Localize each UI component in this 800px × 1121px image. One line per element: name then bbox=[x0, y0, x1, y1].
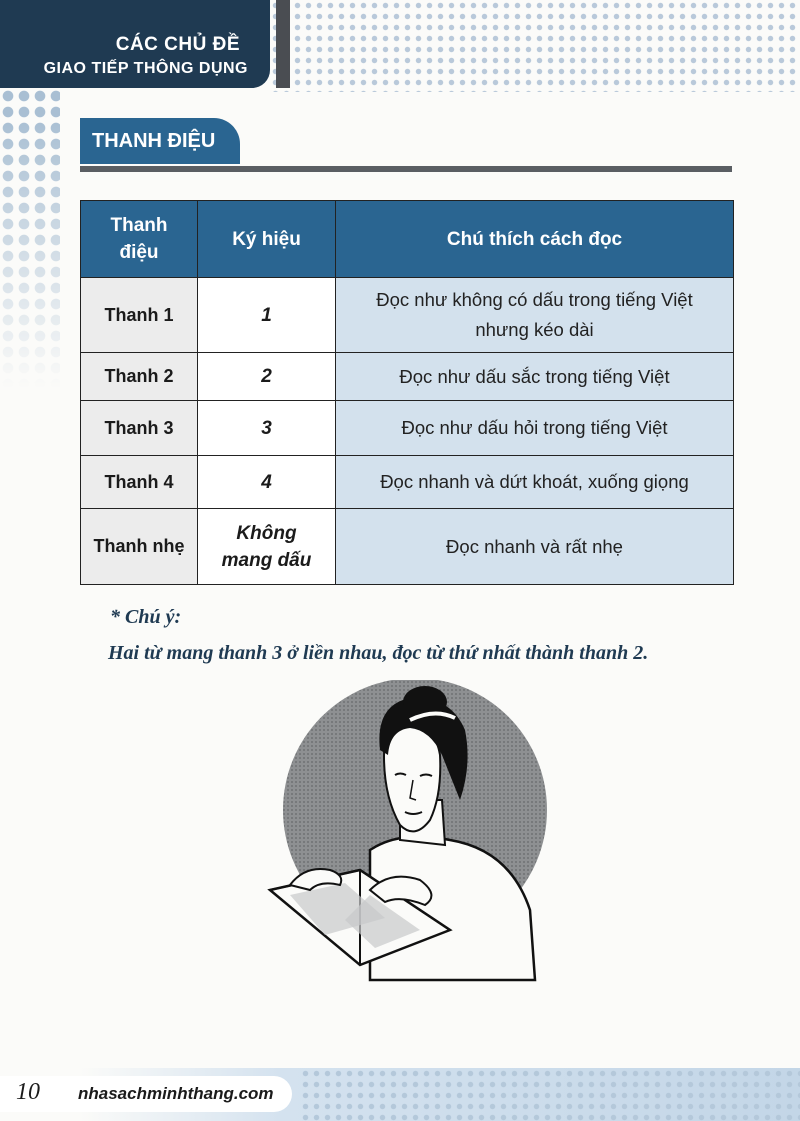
header-title-line1: CÁC CHỦ ĐỀ bbox=[115, 34, 240, 55]
note-body: Hai từ mang thanh 3 ở liền nhau, đọc từ thứ nhất thành thanh 2. bbox=[108, 642, 649, 664]
tone-table bbox=[80, 200, 734, 585]
website-link[interactable]: nhasachminhthang.com bbox=[78, 1084, 274, 1103]
section-divider bbox=[80, 166, 732, 172]
tone-note: Đọc như dấu hỏi trong tiếng Việt bbox=[336, 401, 734, 456]
tone-note: Đọc như dấu sắc trong tiếng Việt bbox=[336, 353, 734, 401]
header-symbol: Ký hiệu bbox=[198, 201, 336, 278]
header-tone: Thanh điệu bbox=[81, 201, 198, 278]
tone-name: Thanh 3 bbox=[81, 401, 198, 456]
table-row bbox=[81, 509, 734, 585]
tone-symbol: 3 bbox=[198, 401, 336, 456]
tone-symbol: 1 bbox=[198, 278, 336, 353]
table-row bbox=[81, 401, 734, 456]
tone-name: Thanh 1 bbox=[81, 278, 198, 353]
tone-symbol: 4 bbox=[198, 456, 336, 509]
footer-dot-pattern bbox=[300, 1068, 800, 1121]
tone-note: Đọc như không có dấu trong tiếng Việt nhưng kéo dài bbox=[336, 278, 734, 353]
header-note: Chú thích cách đọc bbox=[336, 201, 734, 278]
header-banner bbox=[0, 0, 270, 88]
section-title-text: THANH ĐIỆU bbox=[92, 129, 216, 152]
tone-name: Thanh 4 bbox=[81, 456, 198, 509]
table-row bbox=[81, 278, 734, 353]
tone-symbol: Không mang dấu bbox=[198, 509, 336, 585]
table-row bbox=[81, 353, 734, 401]
header-dot-pattern bbox=[270, 0, 800, 92]
note-title: * Chú ý: bbox=[110, 606, 182, 628]
reading-girl-illustration bbox=[250, 680, 570, 1000]
section-title bbox=[80, 118, 240, 164]
page-number: 10 bbox=[16, 1079, 40, 1105]
header-title-line2: GIAO TIẾP THÔNG DỤNG bbox=[43, 60, 248, 77]
tone-name: Thanh nhẹ bbox=[81, 509, 198, 585]
tone-note: Đọc nhanh và dứt khoát, xuống giọng bbox=[336, 456, 734, 509]
side-dot-pattern bbox=[0, 88, 60, 388]
tone-symbol: 2 bbox=[198, 353, 336, 401]
tone-note: Đọc nhanh và rất nhẹ bbox=[336, 509, 734, 585]
header-edge-bar bbox=[276, 0, 290, 88]
tone-name: Thanh 2 bbox=[81, 353, 198, 401]
table-row bbox=[81, 456, 734, 509]
table-header-row bbox=[81, 201, 734, 278]
